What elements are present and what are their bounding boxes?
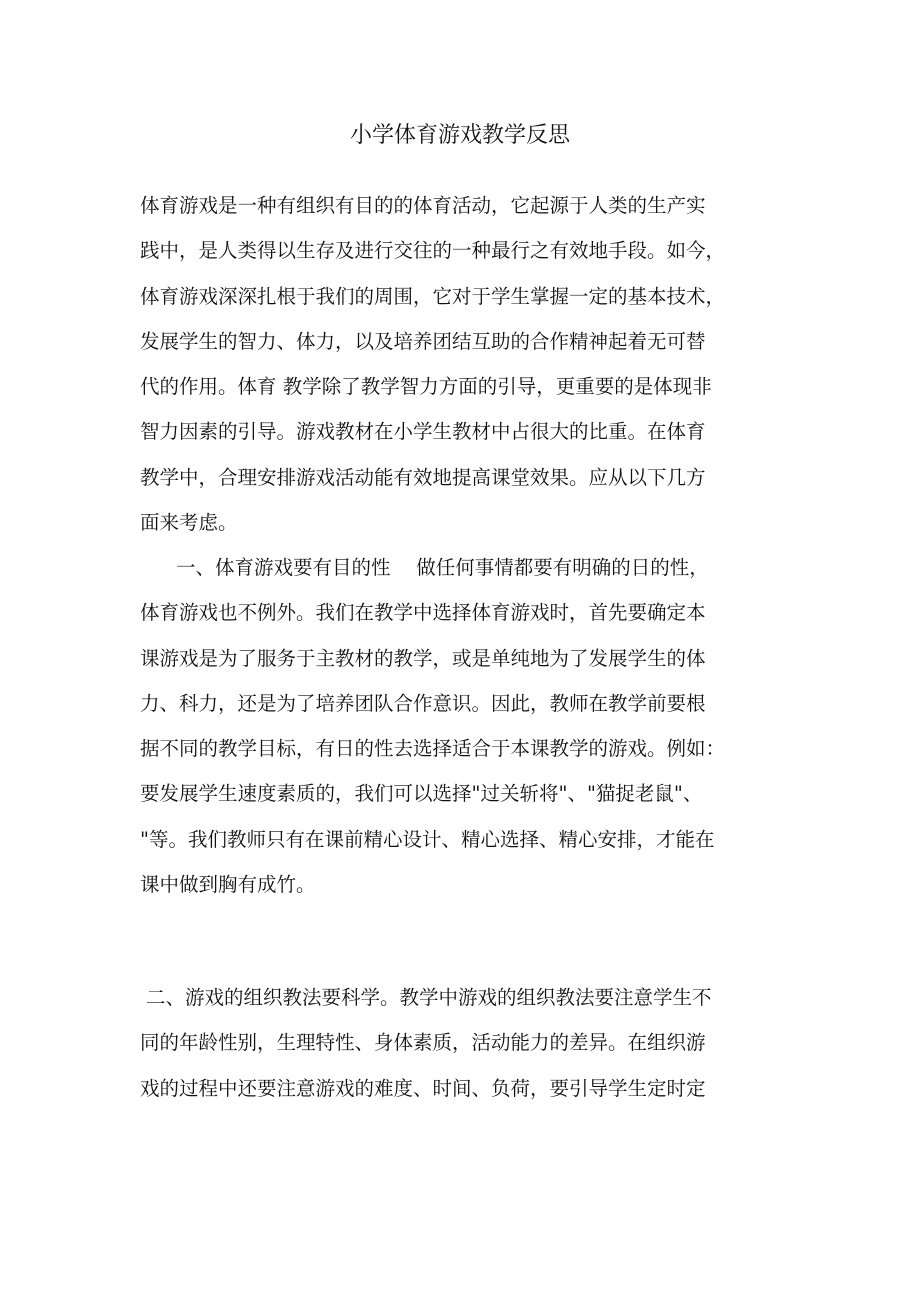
text-line: 据不同的教学目标，有日的性去选择适合于本课教学的游戏。例如：	[140, 737, 726, 761]
text-line: "等。我们教师只有在课前精心设计、精心选择、精心安排，才能在	[140, 827, 715, 851]
text-line: 体育游戏是一种有组织有目的的体育活动，它起源于人类的生产实	[140, 194, 706, 217]
paragraph-section-one	[140, 545, 780, 907]
text-line: 力、科力，还是为了培养团队合作意识。因此，教师在教学前要根	[140, 691, 706, 715]
section-heading-line: 一、体育游戏要有目的性 做任何事情都要有明确的日的性，	[176, 556, 709, 579]
text-line: 智力因素的引导。游戏教材在小学生教材中占很大的比重。在体育	[140, 420, 706, 444]
text-line: 面来考虑。	[140, 511, 238, 535]
text-line: 课中做到胸有成竹。	[140, 873, 316, 897]
document-title: 小学体育游戏教学反思	[349, 123, 570, 148]
text-line: 教学中，合理安排游戏活动能有效地提高课堂效果。应从以下几方	[140, 465, 706, 489]
text-line: 体育游戏也不例外。我们在教学中选择体育游戏时，首先要确定本	[140, 601, 706, 625]
section-heading-line: 二、游戏的组织教法要科学。教学中游戏的组织教法要注意学生不	[146, 986, 712, 1009]
text-line: 戏的过程中还要注意游戏的难度、时间、负荷，要引导学生定时定	[140, 1076, 706, 1100]
text-line: 要发展学生速度素质的，我们可以选择"过关斩将"、"猫捉老鼠"、	[140, 782, 703, 806]
paragraph-intro	[140, 183, 780, 545]
text-line: 课游戏是为了服务于主教材的教学，或是单纯地为了发展学生的体	[140, 646, 706, 670]
text-line: 同的年龄性别，生理特性、身体素质，活动能力的差异。在组织游	[140, 1031, 706, 1055]
text-line: 体育游戏深深扎根于我们的周围，它对于学生掌握一定的基本技术，	[140, 284, 726, 308]
paragraph-section-two	[140, 975, 780, 1111]
text-line: 代的作用。体育 教学除了教学智力方面的引导，更重要的是体现非	[140, 375, 712, 399]
text-line: 发展学生的智力、体力，以及培养团结互助的合作精神起着无可替	[140, 329, 706, 353]
text-line: 践中，是人类得以生存及进行交往的一种最行之有效地手段。如今，	[140, 239, 726, 263]
